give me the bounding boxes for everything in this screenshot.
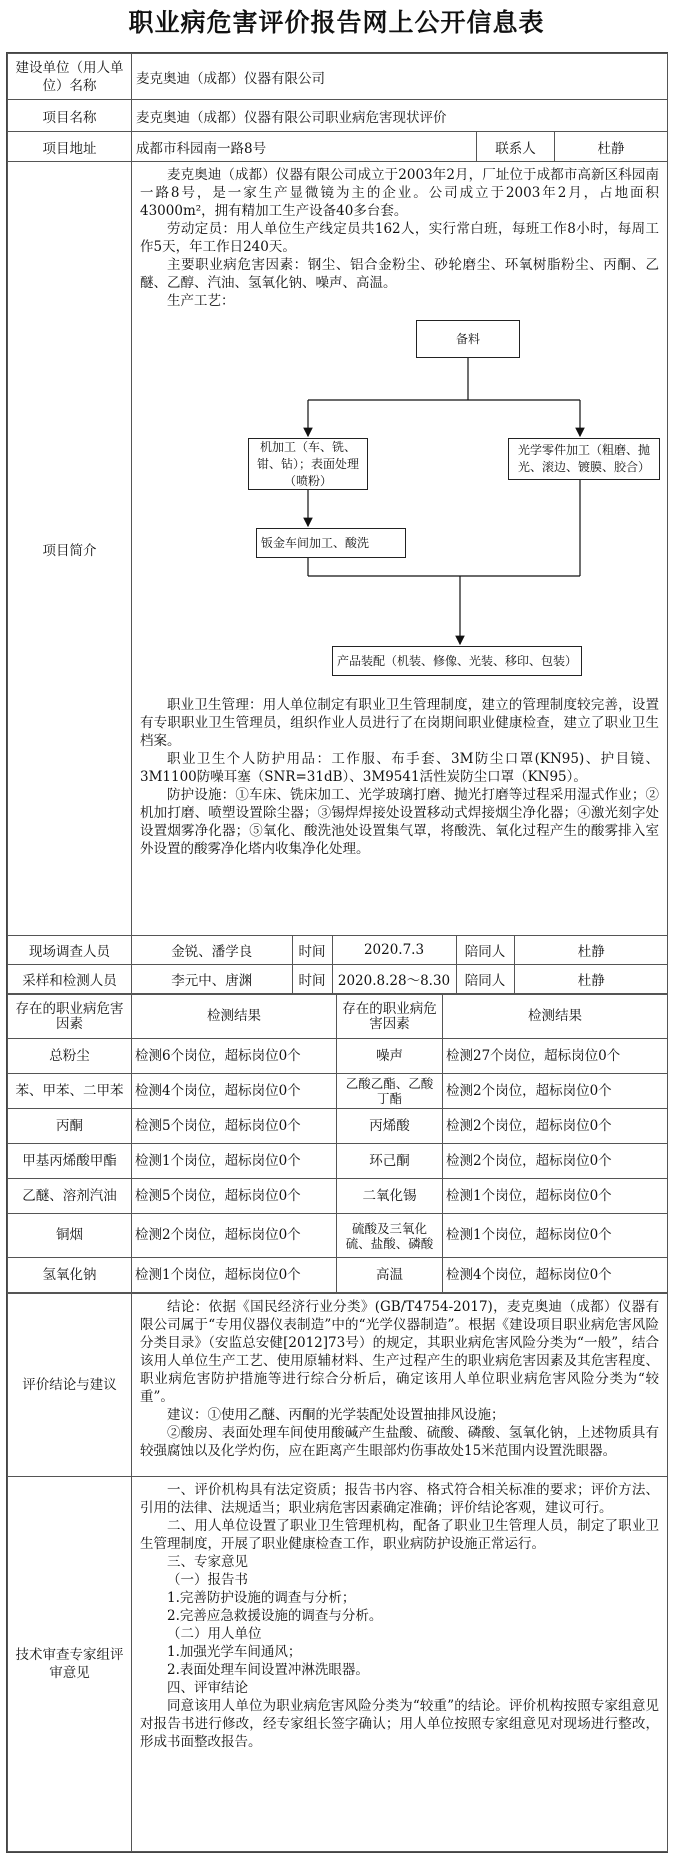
flow-step-sheetmetal: 钣金车间加工、酸洗 xyxy=(256,528,406,558)
review-text: 二、用人单位设置了职业卫生管理机构，配备了职业卫生管理人员，制定了职业卫生管理制度，开展了职业健康检查工作，职业病防护设施正常运行。 xyxy=(140,1518,659,1552)
result-cell: 检测4个岗位，超标岗位0个 xyxy=(132,1074,337,1109)
suggestion-text: 建议：①使用乙醚、丙酮的光学装配处设置抽排风设施； xyxy=(167,1407,505,1423)
flow-step-optical: 光学零件加工（粗磨、抛光、滚边、镀膜、胶合） xyxy=(508,438,660,480)
conclusion-content xyxy=(132,1294,668,1477)
result-cell: 检测1个岗位，超标岗位0个 xyxy=(132,1144,337,1179)
measurement-row xyxy=(8,1258,668,1293)
conclusion-row xyxy=(8,1294,668,1477)
measurement-header xyxy=(8,995,668,1039)
result-cell: 检测2个岗位，超标岗位0个 xyxy=(443,1144,668,1179)
sampling-time-label: 时间 xyxy=(292,965,332,993)
factor-cell: 高温 xyxy=(337,1258,443,1293)
contact-value: 杜静 xyxy=(555,132,668,162)
result-cell: 检测1个岗位，超标岗位0个 xyxy=(443,1179,668,1214)
measurement-row xyxy=(8,1074,668,1109)
review-label: 技术审查专家组评审意见 xyxy=(8,1477,132,1852)
review-text: 2.表面处理车间设置冲淋洗眼器。 xyxy=(167,1662,369,1678)
flow-step-assembly: 产品装配（机装、修像、光装、移印、包装） xyxy=(332,646,582,676)
address-value: 成都市科园南一路8号 xyxy=(132,132,477,162)
review-row xyxy=(8,1477,668,1852)
review-text: 四、评审结论 xyxy=(167,1680,248,1696)
survey-subtable xyxy=(132,936,668,964)
result-cell: 检测1个岗位，超标岗位0个 xyxy=(132,1258,337,1293)
page-title: 职业病危害评价报告网上公开信息表 xyxy=(128,8,545,37)
factor-cell: 总粉尘 xyxy=(8,1039,132,1074)
factor-header: 存在的职业病危害因素 xyxy=(8,995,132,1039)
factor-header: 存在的职业病危害因素 xyxy=(337,995,443,1039)
review-content xyxy=(132,1477,668,1852)
result-cell: 检测6个岗位，超标岗位0个 xyxy=(132,1039,337,1074)
review-text: （一）报告书 xyxy=(167,1572,248,1588)
intro-process-label: 生产工艺： xyxy=(167,293,235,309)
suggestion-text: ②酸房、表面处理车间使用酸碱产生盐酸、硫酸、磷酸、氢氧化钠，上述物质具有较强腐蚀以及化学灼伤，应在距离产生眼部灼伤事故处15米范围内设置洗眼器。 xyxy=(140,1425,659,1459)
sampling-time: 2020.8.28～8.30 xyxy=(332,965,456,993)
intro-staffing: 劳动定员：用人单位生产线定员共162人，实行常白班，每班工作8小时，每周工作5天，年工作日240天。 xyxy=(140,221,659,255)
unit-label: 建设单位（用人单位）名称 xyxy=(8,54,132,100)
survey-accompany-label: 陪同人 xyxy=(456,936,514,964)
survey-row xyxy=(8,936,668,965)
unit-value: 麦克奥迪（成都）仪器有限公司 xyxy=(132,54,668,100)
result-cell: 检测5个岗位，超标岗位0个 xyxy=(132,1109,337,1144)
result-cell: 检测2个岗位，超标岗位0个 xyxy=(443,1074,668,1109)
survey-time: 2020.7.3 xyxy=(332,936,456,964)
intro-company: 麦克奥迪（成都）仪器有限公司成立于2003年2月，厂址位于成都市高新区科园南一路8号，是一家生产显微镜为主的企业。公司成立于2003年2月，占地面积43000m²，拥有精加工生产设备40多台套。 xyxy=(140,167,659,219)
factor-cell: 甲基丙烯酸甲酯 xyxy=(8,1144,132,1179)
conclusion-label: 评价结论与建议 xyxy=(8,1294,132,1477)
address-row xyxy=(8,132,668,162)
result-cell: 检测27个岗位，超标岗位0个 xyxy=(443,1039,668,1074)
conclusion-text: 结论：依据《国民经济行业分类》(GB/T4754-2017)，麦克奥迪（成都）仪器有限公司属于“专用仪器仪表制造”中的“光学仪器制造”。根据《建设项目职业病危害风险分类目录》（安监总安健[2012]73号）的规定，其职业病危害风险分类为“一般”，结合该用人单位生产工艺、使用原辅材料、生产过程产生的职业病危害因素及其危害程度、职业病危害防护措施等进行综合分析后，确定该用人单位职业病危害风险分类为“较重”。 xyxy=(140,1299,659,1405)
sampling-subtable xyxy=(132,965,668,993)
result-header: 检测结果 xyxy=(443,995,668,1039)
measurement-row xyxy=(8,1214,668,1258)
project-row xyxy=(8,100,668,132)
intro-ppe: 职业卫生个人防护用品：工作服、布手套、3M防尘口罩(KN95)、护目镜、3M1100防噪耳塞（SNR=31dB）、3M9541活性炭防尘口罩（KN95）。 xyxy=(140,751,659,785)
review-text: 三、专家意见 xyxy=(167,1554,248,1570)
factor-cell: 丙酮 xyxy=(8,1109,132,1144)
project-label: 项目名称 xyxy=(8,100,132,132)
factor-cell: 氢氧化钠 xyxy=(8,1258,132,1293)
result-cell: 检测2个岗位，超标岗位0个 xyxy=(132,1214,337,1258)
measurement-table xyxy=(7,994,668,1293)
intro-hazards: 主要职业病危害因素：钢尘、铝合金粉尘、砂轮磨尘、环氧树脂粉尘、丙酮、乙醚、乙醇、汽油、氢氧化钠、噪声、高温。 xyxy=(140,257,659,291)
review-text: 2.完善应急救援设施的调查与分析。 xyxy=(167,1608,383,1624)
measurement-row xyxy=(8,1109,668,1144)
factor-cell: 乙醚、溶剂汽油 xyxy=(8,1179,132,1214)
factor-cell: 乙酸乙酯、乙酸丁酯 xyxy=(337,1074,443,1109)
factor-cell: 丙烯酸 xyxy=(337,1109,443,1144)
factor-cell: 硫酸及三氧化硫、盐酸、磷酸 xyxy=(337,1214,443,1258)
project-value: 麦克奥迪（成都）仪器有限公司职业病危害现状评价 xyxy=(132,100,668,132)
review-text: 同意该用人单位为职业病危害风险分类为“较重”的结论。评价机构按照专家组意见对报告书进行修改，经专家组长签字确认；用人单位按照专家组意见对现场进行整改，形成书面整改报告。 xyxy=(140,1698,659,1750)
survey-accompany: 杜静 xyxy=(577,944,605,960)
review-text: 1.加强光学车间通风； xyxy=(167,1644,302,1660)
flow-step-material: 备料 xyxy=(416,320,520,358)
info-table xyxy=(7,53,668,994)
contact-label: 联系人 xyxy=(477,132,555,162)
intro-protection: 防护设施：①车床、铣床加工、光学玻璃打磨、抛光打磨等过程采用湿式作业；②机加打磨、喷塑设置除尘器；③锡焊焊接处设置移动式焊接烟尘净化器；④激光刻字处设置烟雾净化器；⑤氧化、酸洗池处设置集气罩，将酸洗、氧化过程产生的酸雾排入室外设置的酸雾净化塔内收集净化处理。 xyxy=(140,787,659,857)
flowchart-connectors xyxy=(240,314,668,694)
intro-management: 职业卫生管理：用人单位制定有职业卫生管理制度，建立的管理制度较完善，设置有专职职业卫生管理员，组织作业人员进行了在岗期间职业健康检查，建立了职业卫生档案。 xyxy=(140,697,659,749)
result-header: 检测结果 xyxy=(132,995,337,1039)
intro-content xyxy=(132,162,668,936)
result-cell: 检测2个岗位，超标岗位0个 xyxy=(443,1109,668,1144)
intro-label: 项目简介 xyxy=(8,162,132,936)
survey-label: 现场调查人员 xyxy=(8,936,132,965)
review-text: （二）用人单位 xyxy=(167,1626,262,1642)
result-cell: 检测4个岗位，超标岗位0个 xyxy=(443,1258,668,1293)
result-cell: 检测5个岗位，超标岗位0个 xyxy=(132,1179,337,1214)
flow-step-machining: 机加工（车、铣、钳、钻）；表面处理（喷粉） xyxy=(248,438,368,490)
review-text: 1.完善防护设施的调查与分析； xyxy=(167,1590,356,1606)
sampling-row xyxy=(8,965,668,994)
measurement-row xyxy=(8,1179,668,1214)
info-sheet xyxy=(6,52,668,1853)
factor-cell: 噪声 xyxy=(337,1039,443,1074)
review-text: 一、评价机构具有法定资质；报告书内容、格式符合相关标准的要求；评价方法、引用的法律、法规适当；职业病危害因素确定准确；评价结论客观，建议可行。 xyxy=(140,1482,659,1516)
conclusion-table xyxy=(7,1293,668,1852)
survey-staff: 金锐、潘学良 xyxy=(132,936,292,964)
sampling-label: 采样和检测人员 xyxy=(8,965,132,994)
factor-cell: 二氧化锡 xyxy=(337,1179,443,1214)
measurement-row xyxy=(8,1039,668,1074)
result-cell: 检测1个岗位，超标岗位0个 xyxy=(443,1214,668,1258)
sampling-accompany: 杜静 xyxy=(577,973,605,989)
measurement-row xyxy=(8,1144,668,1179)
unit-row xyxy=(8,54,668,100)
sampling-staff: 李元中、唐渊 xyxy=(132,965,292,993)
intro-row xyxy=(8,162,668,936)
factor-cell: 环己酮 xyxy=(337,1144,443,1179)
address-label: 项目地址 xyxy=(8,132,132,162)
factor-cell: 苯、甲苯、二甲苯 xyxy=(8,1074,132,1109)
survey-time-label: 时间 xyxy=(292,936,332,964)
process-flowchart xyxy=(240,314,668,694)
sampling-accompany-label: 陪同人 xyxy=(456,965,514,993)
factor-cell: 铜烟 xyxy=(8,1214,132,1258)
